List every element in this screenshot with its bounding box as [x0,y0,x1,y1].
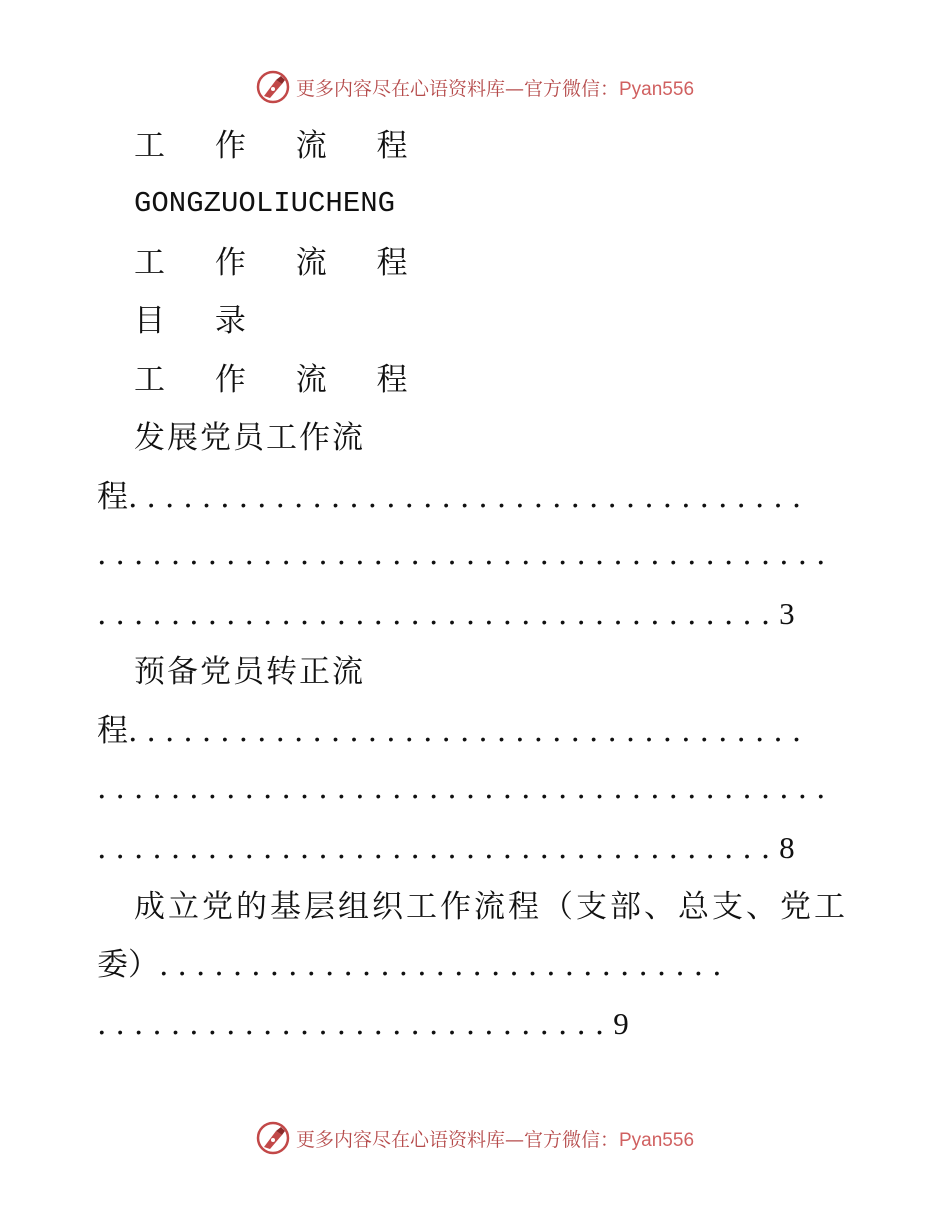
doc-title-pinyin: GONGZUOLIUCHENG [134,187,396,220]
toc-entry-1-dots: ........................................ [97,537,835,572]
toc-entry-2-line2: 程..................................... [97,713,811,749]
pen-nib-logo-icon [256,70,290,104]
toc-entry-1-line2: 程..................................... [97,479,811,515]
footer-watermark [0,1121,950,1155]
doc-title-repeat: 工 作 流 程 [134,245,428,281]
doc-title: 工 作 流 程 [134,128,428,164]
toc-entry-2-page: 8 [779,830,795,865]
toc-leader-dots: ..................................... [97,597,780,632]
watermark-text: 更多内容尽在心语资料库—官方微信：Pyan556 [295,77,695,100]
toc-entry-1-page: 3 [779,596,795,631]
toc-leader-dots: ..................................... [128,714,811,749]
toc-section-title: 工 作 流 程 [134,362,428,398]
toc-leader-dots: ..................................... [97,831,780,866]
pen-nib-logo-icon [256,1121,290,1155]
toc-leader-dots: ..................................... [128,480,811,515]
toc-entry-2-page-line [97,828,795,869]
toc-leader-dots: ............................... [159,948,731,983]
toc-entry-3-page-line [97,1004,629,1045]
toc-entry-2-dots: ........................................ [97,771,835,806]
header-watermark [0,70,950,104]
toc-entry-3-page: 9 [613,1006,629,1041]
toc-entry-2-label: 预备党员转正流 [134,654,365,690]
toc-entry-1-page-line [97,594,795,635]
toc-heading: 目 录 [134,303,266,339]
watermark-text: 更多内容尽在心语资料库—官方微信：Pyan556 [295,1128,695,1151]
toc-entry-3-label: 成立党的基层组织工作流程（支部、总支、党工 [134,889,848,925]
toc-entry-3-line2: 委）............................... [97,947,731,983]
toc-entry-1-label: 发展党员工作流 [134,420,365,456]
toc-leader-dots: ............................ [97,1007,614,1042]
